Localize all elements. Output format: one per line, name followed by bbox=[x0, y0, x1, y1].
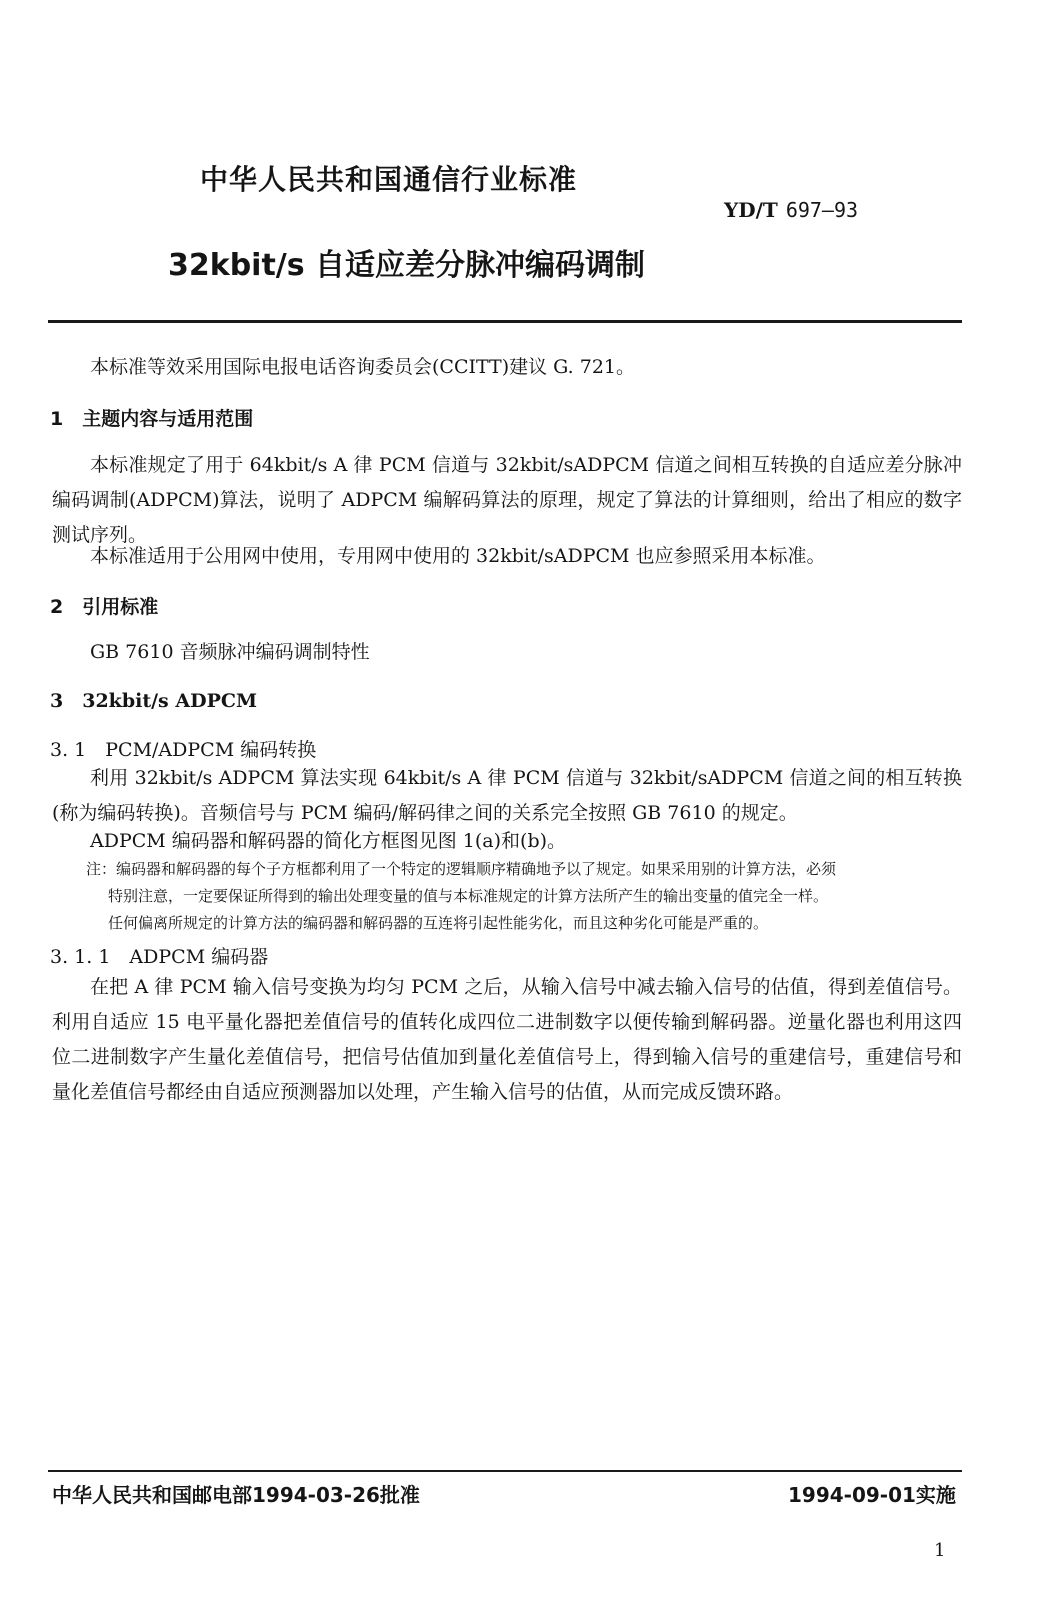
note-line-3: 任何偏离所规定的计算方法的编码器和解码器的互连将引起性能劣化，而且这种劣化可能是严重的。 bbox=[108, 914, 769, 932]
document-title: 32kbit/s 自适应差分脉冲编码调制 bbox=[168, 248, 646, 283]
section-3-heading: 3 32kbit/s ADPCM bbox=[50, 690, 258, 712]
section-3-1-heading: 3. 1 PCM/ADPCM 编码转换 bbox=[50, 739, 317, 761]
section-1-paragraph-2: 本标准适用于公用网中使用，专用网中使用的 32kbit/sADPCM 也应参照采用本标准。 bbox=[90, 545, 826, 567]
implementation-date: 1994-09-01实施 bbox=[788, 1483, 956, 1507]
approval-line: 中华人民共和国邮电部1994-03-26批准 bbox=[52, 1483, 420, 1507]
section-3-1-1-paragraph: 在把 A 律 PCM 输入信号变换为均匀 PCM 之后，从输入信号中减去输入信号的估值，得到差值信号。利用自适应 15 电平量化器把差值信号的值转化成四位二进制数字以便传输到解码器。逆量化器也利用这四位二进制数字产生量化差值信号，把信号估值加到量化差值信号上，得到输入信号的重建信号，重建信号和量化差值信号都经由自适应预测器加以处理，产生输入信号的估值，从而完成反馈环路。 bbox=[52, 976, 962, 1103]
standard-code-prefix: YD/T bbox=[724, 198, 778, 222]
section-3-1-paragraph-1: 利用 32kbit/s ADPCM 算法实现 64kbit/s A 律 PCM 信道与 32kbit/sADPCM 信道之间的相互转换(称为编码转换)。音频信号与 PCM 编码/解码律之间的关系完全按照 GB 7610 的规定。 bbox=[52, 767, 962, 824]
section-1-paragraph-1: 本标准规定了用于 64kbit/s A 律 PCM 信道与 32kbit/sADPCM 信道之间相互转换的自适应差分脉冲编码调制(ADPCM)算法，说明了 ADPCM 编解码算法的原理，规定了算法的计算细则，给出了相应的数字测试序列。 bbox=[52, 454, 962, 546]
section-3-1-paragraph-2: ADPCM 编码器和解码器的简化方框图见图 1(a)和(b)。 bbox=[90, 830, 567, 852]
note-line-1: 注：编码器和解码器的每个子方框都利用了一个特定的逻辑顺序精确地予以了规定。如果采用别的计算方法，必须 bbox=[86, 860, 837, 878]
intro-paragraph: 本标准等效采用国际电报电话咨询委员会(CCITT)建议 G. 721。 bbox=[90, 356, 635, 378]
section-2-heading: 2 引用标准 bbox=[50, 596, 159, 618]
note-line-2: 特别注意，一定要保证所得到的输出处理变量的值与本标准规定的计算方法所产生的输出变量的值完全一样。 bbox=[108, 887, 829, 905]
page-number: 1 bbox=[934, 1540, 946, 1561]
standard-code bbox=[724, 198, 858, 222]
header-rule bbox=[48, 320, 962, 323]
section-1-heading: 1 主题内容与适用范围 bbox=[50, 408, 254, 430]
standard-organization: 中华人民共和国通信行业标准 bbox=[200, 163, 578, 196]
footer-rule bbox=[48, 1470, 962, 1472]
standard-code-number: 697—93 bbox=[785, 198, 859, 222]
section-3-1-1-heading: 3. 1. 1 ADPCM 编码器 bbox=[50, 946, 269, 968]
reference-standard: GB 7610 音频脉冲编码调制特性 bbox=[90, 641, 370, 663]
